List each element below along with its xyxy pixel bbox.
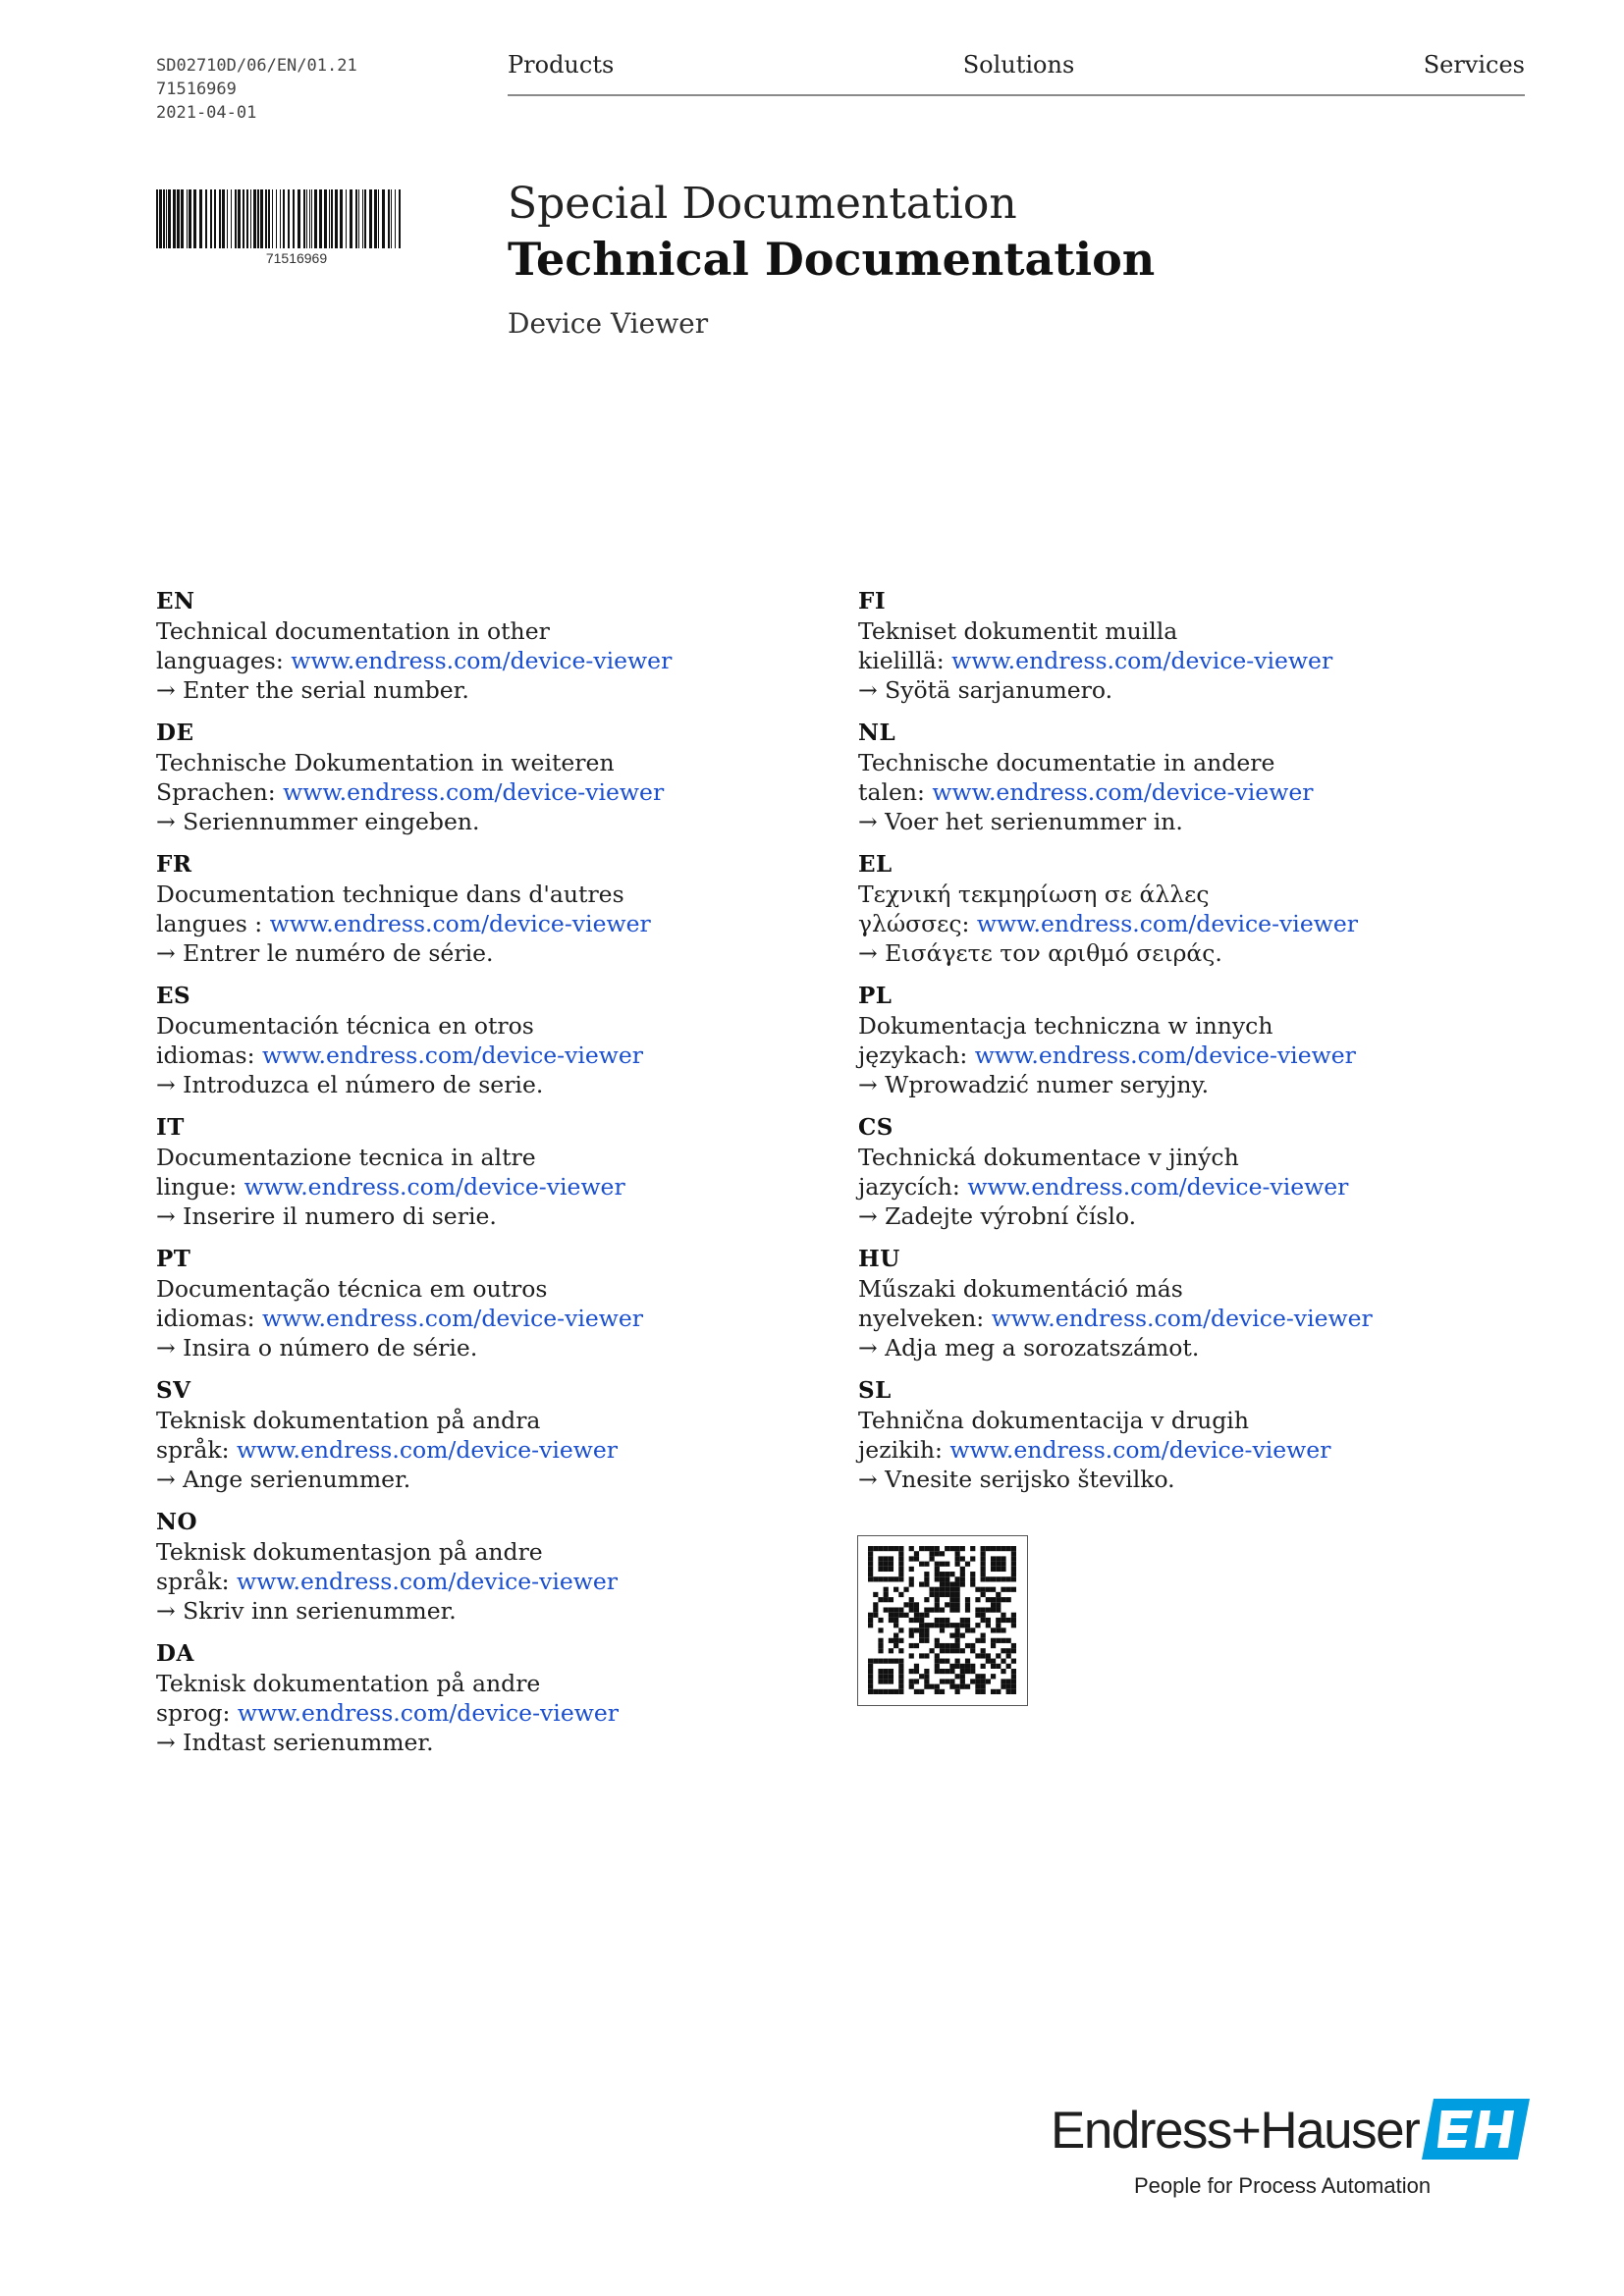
top-navigation [508,51,1525,96]
language-code: CS [858,1114,893,1141]
document-subtitle: Device Viewer [508,307,709,340]
link-prefix: talen: [858,778,933,806]
device-viewer-link[interactable]: www.endress.com/device-viewer [949,1436,1331,1464]
language-entry-sv [156,1376,804,1494]
eh-logo-mark-icon [1422,2099,1530,2160]
language-code: IT [156,1114,185,1141]
language-code: SL [858,1377,892,1404]
language-code: ES [156,983,191,1009]
language-code: FR [156,851,192,878]
language-entry-pt [156,1245,804,1362]
device-viewer-link[interactable]: www.endress.com/device-viewer [237,1699,619,1727]
language-entry-da [156,1639,804,1757]
language-instruction: → Entrer le numéro de série. [156,939,494,967]
language-link-line [156,909,804,938]
document-code: SD02710D/06/EN/01.21 [156,56,357,76]
nav-products[interactable]: Products [508,51,615,79]
language-code: SV [156,1377,191,1404]
link-prefix: lingue: [156,1173,244,1201]
language-entry-cs [858,1113,1506,1231]
language-instruction: → Εισάγετε τον αριθμό σειράς. [858,939,1222,967]
language-link-line [156,1041,804,1070]
link-prefix: språk: [156,1436,237,1464]
language-description: Technická dokumentace v jiných [858,1144,1239,1171]
language-code: NO [156,1509,198,1535]
language-entry-hu [858,1245,1506,1362]
logo-wordmark: Endress+Hauser [1051,2102,1420,2160]
language-instruction: → Indtast serienummer. [156,1729,434,1756]
link-prefix: językach: [858,1041,975,1069]
language-entry-fi [858,587,1506,705]
language-list-right [858,587,1506,1508]
language-list-left [156,587,804,1771]
language-entry-fr [156,850,804,968]
device-viewer-link[interactable]: www.endress.com/device-viewer [951,647,1333,674]
document-kind: Special Documentation [508,179,1017,229]
language-description: Teknisk dokumentasjon på andre [156,1538,543,1566]
nav-services[interactable]: Services [1423,51,1525,79]
language-entry-it [156,1113,804,1231]
language-description: Documentación técnica en otros [156,1012,534,1040]
language-description: Teknisk dokumentation på andre [156,1670,541,1697]
barcode-graphic [156,189,407,248]
device-viewer-link[interactable]: www.endress.com/device-viewer [283,778,665,806]
language-entry-no [156,1508,804,1626]
device-viewer-link[interactable]: www.endress.com/device-viewer [236,1568,619,1595]
language-instruction: → Vnesite serijsko številko. [858,1466,1175,1493]
language-entry-pl [858,982,1506,1099]
language-instruction: → Wprowadzić numer seryjny. [858,1071,1210,1098]
language-instruction: → Zadejte výrobní číslo. [858,1202,1137,1230]
link-prefix: jezikih: [858,1436,950,1464]
language-link-line [858,777,1506,807]
language-code: EL [858,851,893,878]
language-entry-nl [858,719,1506,836]
language-description: Documentazione tecnica in altre [156,1144,536,1171]
language-entry-es [156,982,804,1099]
document-title-block [508,177,1155,344]
language-instruction: → Seriennummer eingeben. [156,808,480,835]
language-instruction: → Voer het serienummer in. [858,808,1183,835]
language-instruction: → Syötä sarjanumero. [858,676,1113,704]
language-link-line [156,1435,804,1465]
language-link-line [156,1567,804,1596]
part-number: 71516969 [156,80,237,99]
language-description: Technische documentatie in andere [858,749,1275,776]
device-viewer-link[interactable]: www.endress.com/device-viewer [974,1041,1356,1069]
language-code: FI [858,588,887,614]
language-description: Teknisk dokumentation på andra [156,1407,541,1434]
barcode [156,189,407,266]
device-viewer-link[interactable]: www.endress.com/device-viewer [291,647,673,674]
qr-code[interactable] [857,1535,1028,1706]
language-code: DE [156,720,194,746]
language-link-line [156,646,804,675]
language-instruction: → Ange serienummer. [156,1466,411,1493]
link-prefix: kielillä: [858,647,952,674]
language-description: Τεχνική τεκμηρίωση σε άλλες [858,881,1210,908]
link-prefix: jazycích: [858,1173,968,1201]
language-link-line [156,1698,804,1728]
language-instruction: → Adja meg a sorozatszámot. [858,1334,1200,1362]
link-prefix: γλώσσες: [858,910,977,937]
language-entry-sl [858,1376,1506,1494]
language-instruction: → Introduzca el número de serie. [156,1071,544,1098]
language-entry-en [156,587,804,705]
language-description: Documentação técnica em outros [156,1275,548,1303]
link-prefix: Sprachen: [156,778,284,806]
language-instruction: → Skriv inn serienummer. [156,1597,457,1625]
language-code: EN [156,588,195,614]
endress-hauser-logo [1051,2099,1532,2197]
link-prefix: languages: [156,647,292,674]
language-code: PT [156,1246,191,1272]
document-date: 2021-04-01 [156,103,257,123]
device-viewer-link[interactable]: www.endress.com/device-viewer [932,778,1314,806]
language-description: Dokumentacja techniczna w innych [858,1012,1273,1040]
link-prefix: sprog: [156,1699,238,1727]
document-title: Technical Documentation [508,233,1156,286]
language-description: Műszaki dokumentáció más [858,1275,1183,1303]
language-code: DA [156,1640,194,1667]
language-link-line [858,1172,1506,1201]
language-description: Technical documentation in other [156,617,550,645]
language-code: HU [858,1246,900,1272]
nav-solutions[interactable]: Solutions [962,51,1075,79]
link-prefix: idiomas: [156,1041,262,1069]
language-code: PL [858,983,893,1009]
device-viewer-link[interactable]: www.endress.com/device-viewer [269,910,651,937]
barcode-number: 71516969 [265,250,328,266]
language-link-line [858,1041,1506,1070]
language-entry-de [156,719,804,836]
link-prefix: språk: [156,1568,237,1595]
language-description: Technische Dokumentation in weiteren [156,749,615,776]
device-viewer-link[interactable]: www.endress.com/device-viewer [261,1305,644,1332]
logo-tagline: People for Process Automation [1134,2173,1432,2198]
language-link-line [858,646,1506,675]
language-description: Tehnična dokumentacija v drugih [858,1407,1249,1434]
language-entry-el [858,850,1506,968]
language-link-line [156,777,804,807]
language-link-line [858,1304,1506,1333]
language-description: Tekniset dokumentit muilla [858,617,1178,645]
document-meta [156,54,357,125]
device-viewer-link[interactable]: www.endress.com/device-viewer [236,1436,619,1464]
language-instruction: → Inserire il numero di serie. [156,1202,497,1230]
language-link-line [156,1304,804,1333]
device-viewer-link[interactable]: www.endress.com/device-viewer [976,910,1358,937]
language-link-line [858,1435,1506,1465]
device-viewer-link[interactable]: www.endress.com/device-viewer [991,1305,1373,1332]
device-viewer-link[interactable]: www.endress.com/device-viewer [244,1173,625,1201]
language-description: Documentation technique dans d'autres [156,881,624,908]
language-instruction: → Enter the serial number. [156,676,469,704]
device-viewer-link[interactable]: www.endress.com/device-viewer [261,1041,644,1069]
device-viewer-link[interactable]: www.endress.com/device-viewer [967,1173,1349,1201]
link-prefix: langues : [156,910,270,937]
language-instruction: → Insira o número de série. [156,1334,478,1362]
language-link-line [156,1172,804,1201]
link-prefix: nyelveken: [858,1305,992,1332]
qr-code-graphic [868,1546,1016,1694]
language-code: NL [858,720,896,746]
link-prefix: idiomas: [156,1305,262,1332]
language-link-line [858,909,1506,938]
